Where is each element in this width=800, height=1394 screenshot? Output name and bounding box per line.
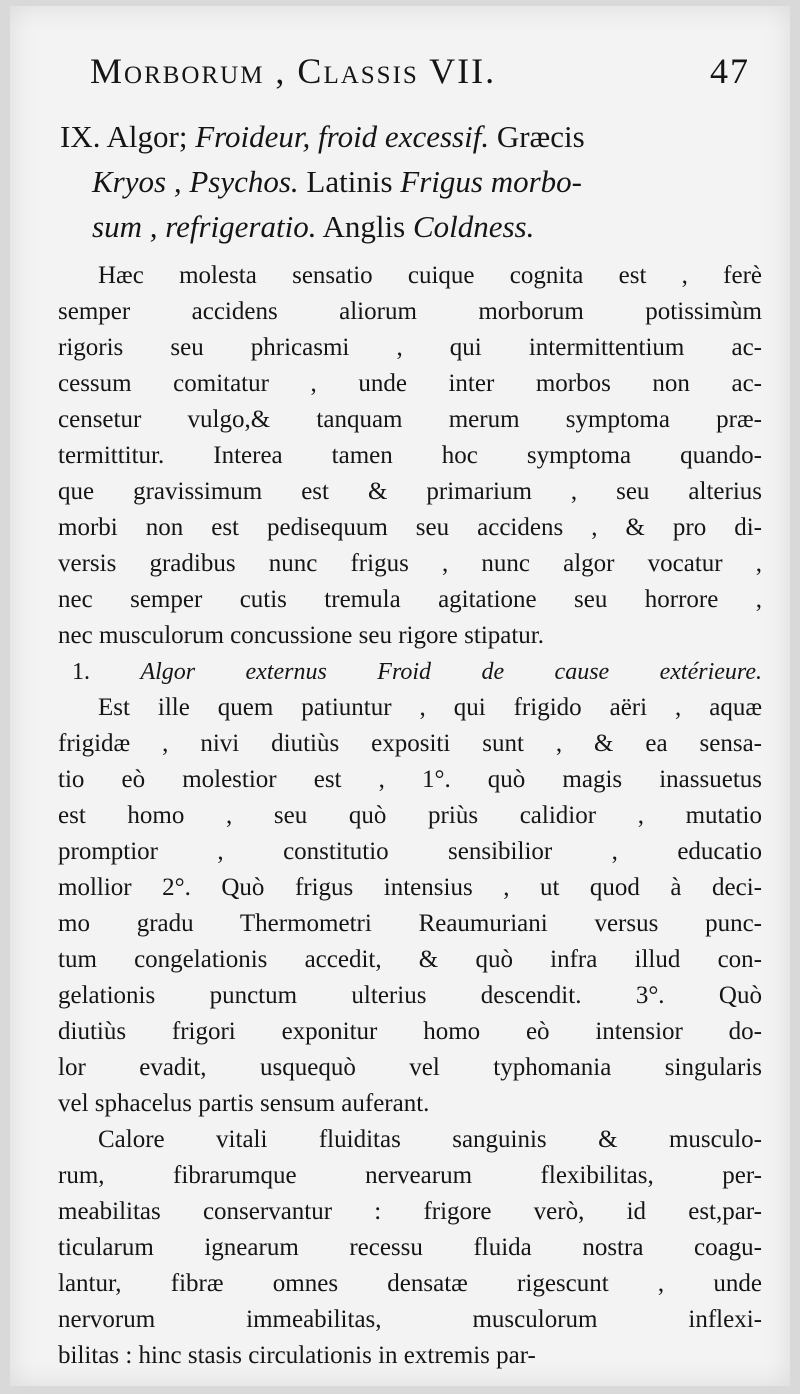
italic-term: sum , refrigeratio.: [92, 209, 317, 244]
italic-term: Froideur, froid excessif.: [195, 119, 490, 154]
heading-text: IX. Algor;: [60, 119, 196, 154]
text-line: frigidæ , nivi diutiùs expositi sunt , & ea sensa-: [58, 730, 762, 757]
entry-heading-line: [60, 114, 760, 159]
text-line: tum congelationis accedit, & quò infra illud con-: [58, 946, 762, 973]
text-line: que gravissimum est & primarium , seu alterius: [58, 478, 762, 505]
italic-term: Kryos , Psychos.: [92, 164, 299, 199]
text-line: tio eò molestior est , 1°. quò magis inassuetus: [58, 766, 762, 793]
text-line: lantur, fibræ omnes densatæ rigescunt , unde: [58, 1270, 762, 1297]
subheading-latin: Algor externus: [140, 659, 327, 685]
running-header: [90, 50, 750, 106]
running-title: Morborum , Classis VII.: [90, 51, 497, 91]
text-line: censetur vulgo,& tanquam merum symptoma præ-: [58, 406, 762, 433]
text-line: nec semper cutis tremula agitatione seu horrore ,: [58, 586, 762, 613]
heading-text: Græcis: [489, 119, 585, 154]
text-line: rigoris seu phricasmi , qui intermittentium ac-: [58, 334, 762, 361]
entry-heading: [60, 114, 760, 249]
text-line: promptior , constitutio sensibilior , educatio: [58, 838, 762, 865]
subheading-number: 1.: [72, 659, 141, 685]
text-line: mollior 2°. Quò frigus intensius , ut quod à deci-: [58, 874, 762, 901]
text-line: vel sphacelus partis sensum auferant.: [58, 1090, 430, 1117]
text-line: est homo , seu quò priùs calidior , mutatio: [58, 802, 762, 829]
text-line: diutiùs frigori exponitur homo eò intensior do-: [58, 1018, 762, 1045]
entry-heading-line: [60, 204, 760, 249]
text-line: mo gradu Thermometri Reaumuriani versus punc-: [58, 910, 762, 937]
text-line: versis gradibus nunc frigus , nunc algor vocatur ,: [58, 550, 762, 577]
text-line: Calore vitali fluiditas sanguinis & musculo-: [98, 1126, 762, 1153]
text-line: semper accidens aliorum morborum potissimùm: [58, 298, 762, 325]
subheading-french: Froid de cause extérieure.: [377, 659, 763, 685]
heading-text: Latinis: [298, 164, 401, 199]
text-line: gelationis punctum ulterius descendit. 3°. Quò: [58, 982, 762, 1009]
text-line: cessum comitatur , unde inter morbos non ac-: [58, 370, 762, 397]
page-number: 47: [710, 51, 750, 91]
text-line: Est ille quem patiuntur , qui frigido aëri , aquæ: [98, 694, 762, 721]
subheading: [58, 654, 762, 690]
text-line: lor evadit, usquequò vel typhomania singularis: [58, 1054, 762, 1081]
text-line: meabilitas conservantur : frigore verò, id est,par-: [58, 1198, 762, 1225]
book-page: [10, 6, 790, 1386]
heading-text: Anglis: [316, 209, 413, 244]
text-line: ticularum ignearum recessu fluida nostra coagu-: [58, 1234, 762, 1261]
entry-heading-line: [60, 159, 760, 204]
text-line: nec musculorum concussione seu rigore stipatur.: [58, 622, 544, 649]
text-line: rum, fibrarumque nervearum flexibilitas, per-: [58, 1162, 762, 1189]
text-line: Hæc molesta sensatio cuique cognita est , ferè: [98, 262, 762, 289]
text-line: morbi non est pedisequum seu accidens , & pro di-: [58, 514, 762, 541]
text-line: bilitas : hinc stasis circulationis in extremis par-: [58, 1342, 536, 1369]
italic-term: Frigus morbo-: [400, 164, 582, 199]
text-line: termittitur. Interea tamen hoc symptoma quando-: [58, 442, 762, 469]
italic-term: Coldness.: [412, 209, 535, 244]
body-text: [58, 258, 762, 1374]
text-line: nervorum immeabilitas, musculorum inflexi-: [58, 1306, 762, 1333]
